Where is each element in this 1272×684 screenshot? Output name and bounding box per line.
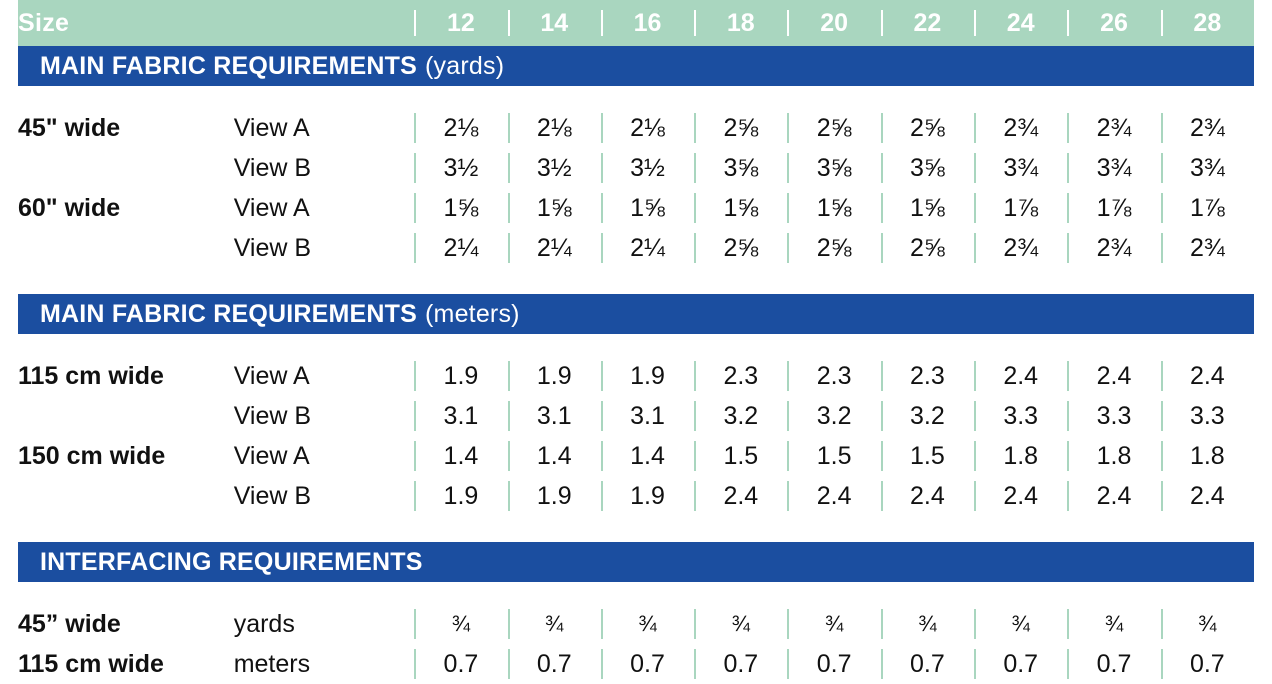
value-cell: 1.4 (508, 436, 601, 476)
value-cell: 2⅝ (881, 228, 974, 268)
row-width-label: 45" wide (18, 113, 121, 142)
section-title-unit: (yards) (425, 51, 505, 80)
value-cell: 1.4 (414, 436, 507, 476)
value-cell: 2.4 (694, 476, 787, 516)
value-cell: 1⅝ (601, 188, 694, 228)
table-row (18, 356, 1254, 396)
value-cell: 1⅝ (881, 188, 974, 228)
value-cell: 2¾ (974, 108, 1067, 148)
row-width-label (18, 148, 234, 188)
value-cell: 2¼ (414, 228, 507, 268)
value-cell: 3.3 (1161, 396, 1254, 436)
value-cell: 2.4 (787, 476, 880, 516)
value-cell: 0.7 (787, 644, 880, 684)
header-size-22: 22 (881, 0, 974, 46)
row-width-label: 115 cm wide (18, 361, 164, 390)
section-bar-row (18, 46, 1254, 86)
section-title-unit: (meters) (425, 299, 520, 328)
value-cell: 2¼ (508, 228, 601, 268)
header-size-14: 14 (508, 0, 601, 46)
value-cell: 1⅞ (974, 188, 1067, 228)
value-cell: 1⅝ (508, 188, 601, 228)
value-cell: 2.4 (881, 476, 974, 516)
table-row (18, 644, 1254, 684)
value-cell: 1.5 (787, 436, 880, 476)
section-title: MAIN FABRIC REQUIREMENTS (40, 51, 418, 80)
value-cell: 0.7 (508, 644, 601, 684)
value-cell: ¾ (974, 604, 1067, 644)
value-cell: 1.9 (601, 476, 694, 516)
value-cell: 1.5 (881, 436, 974, 476)
value-cell: 2.3 (787, 356, 880, 396)
row-width-label (18, 476, 234, 516)
value-cell: 2⅝ (694, 108, 787, 148)
value-cell: 2¼ (601, 228, 694, 268)
value-cell: 3.3 (974, 396, 1067, 436)
header-size-20: 20 (787, 0, 880, 46)
value-cell: 1.9 (414, 476, 507, 516)
value-cell: 3.2 (694, 396, 787, 436)
value-cell: 0.7 (694, 644, 787, 684)
section-spacer (18, 268, 1254, 294)
value-cell: 2⅝ (881, 108, 974, 148)
value-cell: ¾ (508, 604, 601, 644)
value-cell: 1⅝ (414, 188, 507, 228)
value-cell: 1⅝ (694, 188, 787, 228)
value-cell: 3.2 (881, 396, 974, 436)
value-cell: 1.8 (1161, 436, 1254, 476)
value-cell: 1.5 (694, 436, 787, 476)
value-cell: ¾ (414, 604, 507, 644)
row-view-label: View A (233, 193, 310, 222)
row-width-label (18, 396, 234, 436)
value-cell: 3¾ (974, 148, 1067, 188)
section-title-bar (18, 294, 1254, 334)
value-cell: 2⅛ (601, 108, 694, 148)
row-view-label: View B (233, 153, 312, 182)
table-row (18, 436, 1254, 476)
section-bar-cell (18, 294, 1254, 334)
row-view-label: View A (233, 361, 310, 390)
header-size-28: 28 (1161, 0, 1254, 46)
header-size-24: 24 (974, 0, 1067, 46)
row-width-label: 115 cm wide (18, 649, 164, 678)
value-cell: 2¾ (1161, 108, 1254, 148)
spacer-cell (18, 86, 1254, 108)
section-title: MAIN FABRIC REQUIREMENTS (40, 299, 418, 328)
value-cell: 3.1 (601, 396, 694, 436)
section-title-bar (18, 542, 1254, 582)
value-cell: 2⅝ (787, 108, 880, 148)
bar-gap (18, 86, 1254, 108)
row-view-label: View A (233, 441, 310, 470)
row-width-label: 150 cm wide (18, 441, 166, 470)
value-cell: 1⅝ (787, 188, 880, 228)
table-row (18, 188, 1254, 228)
value-cell: 0.7 (414, 644, 507, 684)
value-cell: 0.7 (974, 644, 1067, 684)
value-cell: 3¾ (1161, 148, 1254, 188)
value-cell: 3½ (414, 148, 507, 188)
value-cell: 3½ (601, 148, 694, 188)
row-view-label: yards (233, 609, 295, 638)
value-cell: ¾ (601, 604, 694, 644)
header-size-18: 18 (694, 0, 787, 46)
value-cell: 2.4 (1161, 476, 1254, 516)
value-cell: ¾ (1161, 604, 1254, 644)
value-cell: 3.1 (508, 396, 601, 436)
value-cell: 1.9 (508, 356, 601, 396)
row-view-label: View A (233, 113, 310, 142)
value-cell: ¾ (881, 604, 974, 644)
value-cell: ¾ (787, 604, 880, 644)
table-header-row (18, 0, 1254, 46)
row-view-label: View B (233, 481, 312, 510)
row-view-label: View B (233, 233, 312, 262)
value-cell: 2.4 (1067, 476, 1160, 516)
value-cell: 2.4 (974, 356, 1067, 396)
row-width-label (18, 228, 234, 268)
header-size-26: 26 (1067, 0, 1160, 46)
spacer-cell (18, 334, 1254, 356)
value-cell: 2¾ (974, 228, 1067, 268)
spacer-cell (18, 268, 1254, 294)
spacer-cell (18, 582, 1254, 604)
section-title: INTERFACING REQUIREMENTS (40, 547, 423, 576)
value-cell: 1.4 (601, 436, 694, 476)
value-cell: 3.3 (1067, 396, 1160, 436)
table-row (18, 396, 1254, 436)
value-cell: 3⅝ (787, 148, 880, 188)
value-cell: 1.9 (508, 476, 601, 516)
row-view-label: View B (233, 401, 312, 430)
value-cell: 1.8 (1067, 436, 1160, 476)
value-cell: 0.7 (1067, 644, 1160, 684)
spacer-cell (18, 516, 1254, 542)
table-row (18, 604, 1254, 644)
value-cell: 3.1 (414, 396, 507, 436)
value-cell: 2⅝ (787, 228, 880, 268)
value-cell: 2¾ (1067, 108, 1160, 148)
value-cell: 2⅛ (508, 108, 601, 148)
section-bar-row (18, 294, 1254, 334)
value-cell: ¾ (1067, 604, 1160, 644)
value-cell: 1⅞ (1161, 188, 1254, 228)
value-cell: 1.9 (601, 356, 694, 396)
section-title-bar (18, 46, 1254, 86)
value-cell: 0.7 (601, 644, 694, 684)
table-row (18, 108, 1254, 148)
table-row (18, 148, 1254, 188)
table-row (18, 228, 1254, 268)
value-cell: 2.3 (881, 356, 974, 396)
value-cell: 3½ (508, 148, 601, 188)
row-width-label: 60" wide (18, 193, 121, 222)
value-cell: 3¾ (1067, 148, 1160, 188)
section-bar-cell (18, 542, 1254, 582)
value-cell: 0.7 (881, 644, 974, 684)
value-cell: ¾ (694, 604, 787, 644)
value-cell: 2.3 (694, 356, 787, 396)
value-cell: 3⅝ (881, 148, 974, 188)
header-size-12: 12 (414, 0, 507, 46)
value-cell: 2¾ (1161, 228, 1254, 268)
section-bar-row (18, 542, 1254, 582)
row-width-label: 45” wide (18, 609, 121, 638)
value-cell: 1.9 (414, 356, 507, 396)
value-cell: 0.7 (1161, 644, 1254, 684)
value-cell: 3.2 (787, 396, 880, 436)
requirements-table (18, 0, 1254, 684)
section-spacer (18, 516, 1254, 542)
value-cell: 2.4 (1161, 356, 1254, 396)
value-cell: 1⅞ (1067, 188, 1160, 228)
header-size-label: Size (18, 0, 414, 46)
bar-gap (18, 334, 1254, 356)
header-size-16: 16 (601, 0, 694, 46)
row-view-label: meters (233, 649, 311, 678)
value-cell: 2⅝ (694, 228, 787, 268)
bar-gap (18, 582, 1254, 604)
value-cell: 2⅛ (414, 108, 507, 148)
value-cell: 2.4 (974, 476, 1067, 516)
value-cell: 3⅝ (694, 148, 787, 188)
value-cell: 2¾ (1067, 228, 1160, 268)
value-cell: 1.8 (974, 436, 1067, 476)
table-row (18, 476, 1254, 516)
section-bar-cell (18, 46, 1254, 86)
value-cell: 2.4 (1067, 356, 1160, 396)
